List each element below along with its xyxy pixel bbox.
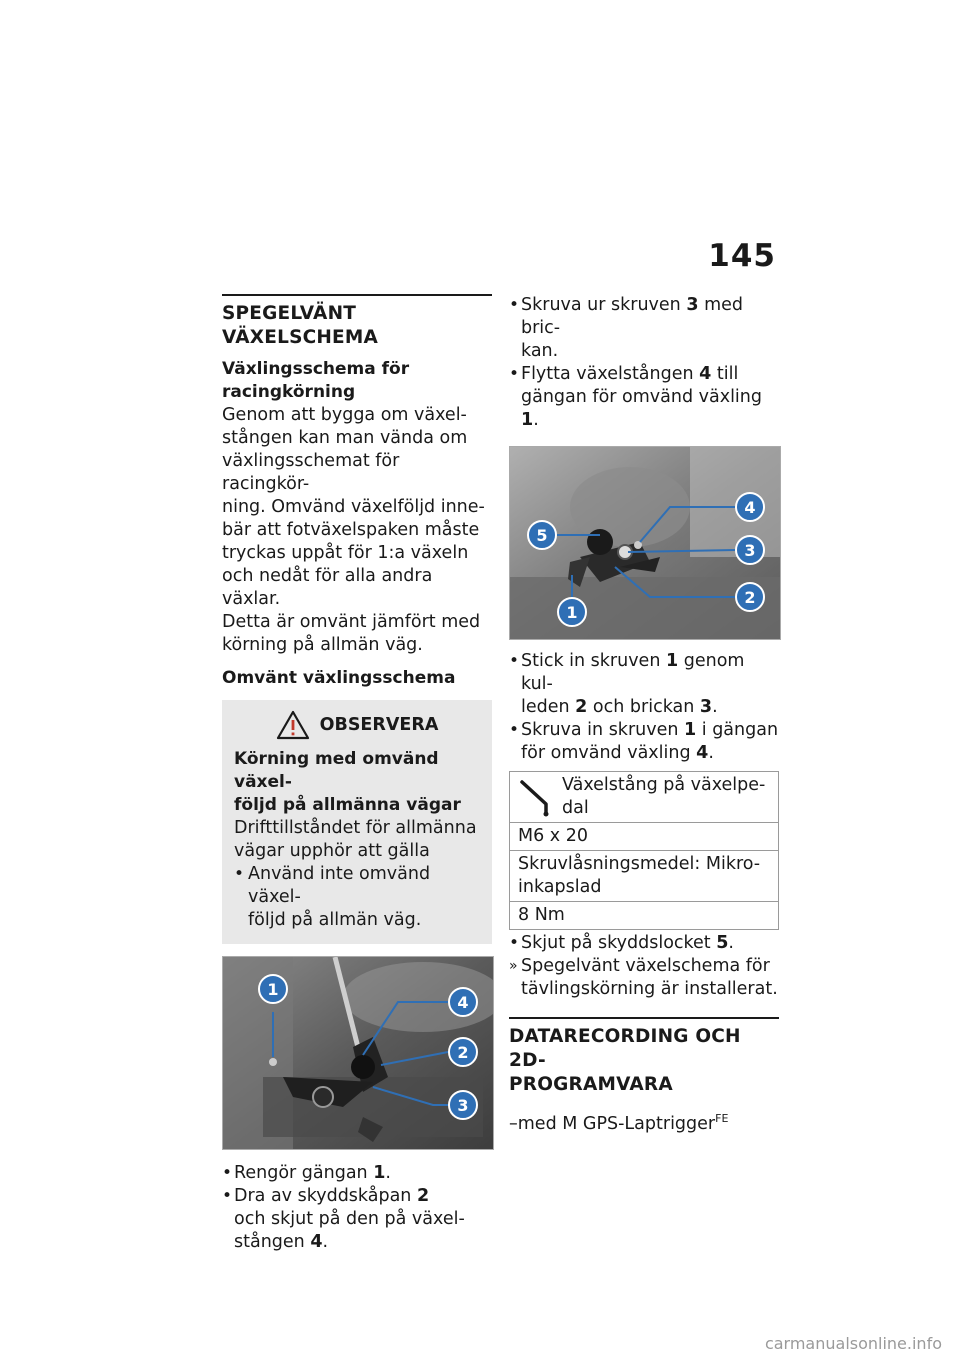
right-column bbox=[509, 294, 779, 1136]
notice-header bbox=[234, 710, 480, 740]
spec-screw-size: M6 x 20 bbox=[510, 823, 779, 851]
wrench-icon bbox=[518, 776, 556, 818]
left-column bbox=[222, 294, 492, 1254]
section-heading-2: DATARECORDING OCH 2D- PROGRAMVARA bbox=[509, 1026, 741, 1095]
callout-2: 2 bbox=[744, 588, 756, 607]
step-screw-in: • Skruva in skruven 1 i gängan för omvänd växling 4. bbox=[509, 719, 779, 765]
torque-spec-table bbox=[509, 771, 779, 930]
callout-5: 5 bbox=[536, 526, 548, 545]
step-unscrew: • Skruva ur skruven 3 med bric- kan. bbox=[509, 294, 779, 363]
step-clean-thread: • Rengör gängan 1. bbox=[222, 1162, 492, 1185]
heading-rule bbox=[222, 294, 492, 296]
step-remove-cover: • Dra av skyddskåpan 2 och skjut på den på växel- stången 4. bbox=[222, 1185, 492, 1254]
callout-4: 4 bbox=[457, 993, 469, 1012]
callout-4: 4 bbox=[744, 498, 756, 517]
callout-2: 2 bbox=[457, 1043, 469, 1062]
spec-threadlocker: Skruvlåsningsmedel: Mikro- inkapslad bbox=[510, 851, 779, 902]
result-statement: » Spegelvänt växelschema för tävlingskörning är installerat. bbox=[509, 956, 778, 999]
spec-title-cell: Växelstång på växelpe- dal bbox=[510, 772, 779, 823]
callout-3: 3 bbox=[457, 1096, 469, 1115]
callout-1: 1 bbox=[267, 980, 279, 999]
right-steps-last bbox=[509, 932, 779, 1001]
heading-rule-2 bbox=[509, 1017, 779, 1019]
step-insert-screw: • Stick in skruven 1 genom kul- leden 2 och brickan 3. bbox=[509, 650, 779, 719]
step-push-cover: • Skjut på skyddslocket 5. bbox=[509, 932, 779, 955]
notice-bullet: • Använd inte omvänd växel- följd på allmän väg. bbox=[234, 863, 480, 932]
notice-title: Körning med omvänd växel- följd på allmänna vägar bbox=[234, 749, 461, 815]
section-heading: SPEGELVÄNT VÄXELSCHEMA bbox=[222, 303, 379, 348]
callout-3: 3 bbox=[744, 541, 756, 560]
watermark: carmanualsonline.info bbox=[764, 1334, 942, 1353]
notice-text: Drifttillståndet för allmänna vägar upphör att gälla bbox=[234, 818, 477, 861]
callout-1: 1 bbox=[566, 603, 578, 622]
left-steps bbox=[222, 1162, 492, 1254]
spec-torque: 8 Nm bbox=[510, 902, 779, 930]
intro-paragraph: Genom att bygga om växel- stången kan man vända om växlingsschemat för racingkör- ning. Omvänd växelföljd inne- bär att fotväxelspaken måste tryckas uppåt för 1:a växeln och nedåt för alla andra växlar. Detta är omvänt jämfört med körning på allmän väg. bbox=[222, 405, 485, 655]
photo-gear-lever-right bbox=[509, 446, 781, 640]
page-number: 145 bbox=[708, 238, 776, 274]
equipment-note: –med M GPS-Laptrigger$^{FE}$ bbox=[509, 1112, 729, 1134]
result-marker: » bbox=[509, 958, 518, 974]
notice-box bbox=[222, 700, 492, 944]
subheading: Växlingsschema för racingkörning bbox=[222, 359, 410, 402]
step-move-lever: • Flytta växelstången 4 till gängan för omvänd växling 1. bbox=[509, 363, 779, 432]
warning-icon bbox=[276, 710, 310, 740]
notice-label: OBSERVERA bbox=[319, 715, 439, 735]
right-steps-mid bbox=[509, 650, 779, 765]
photo-gear-lever-left bbox=[222, 956, 494, 1150]
subheading-2: Omvänt växlingsschema bbox=[222, 668, 456, 688]
